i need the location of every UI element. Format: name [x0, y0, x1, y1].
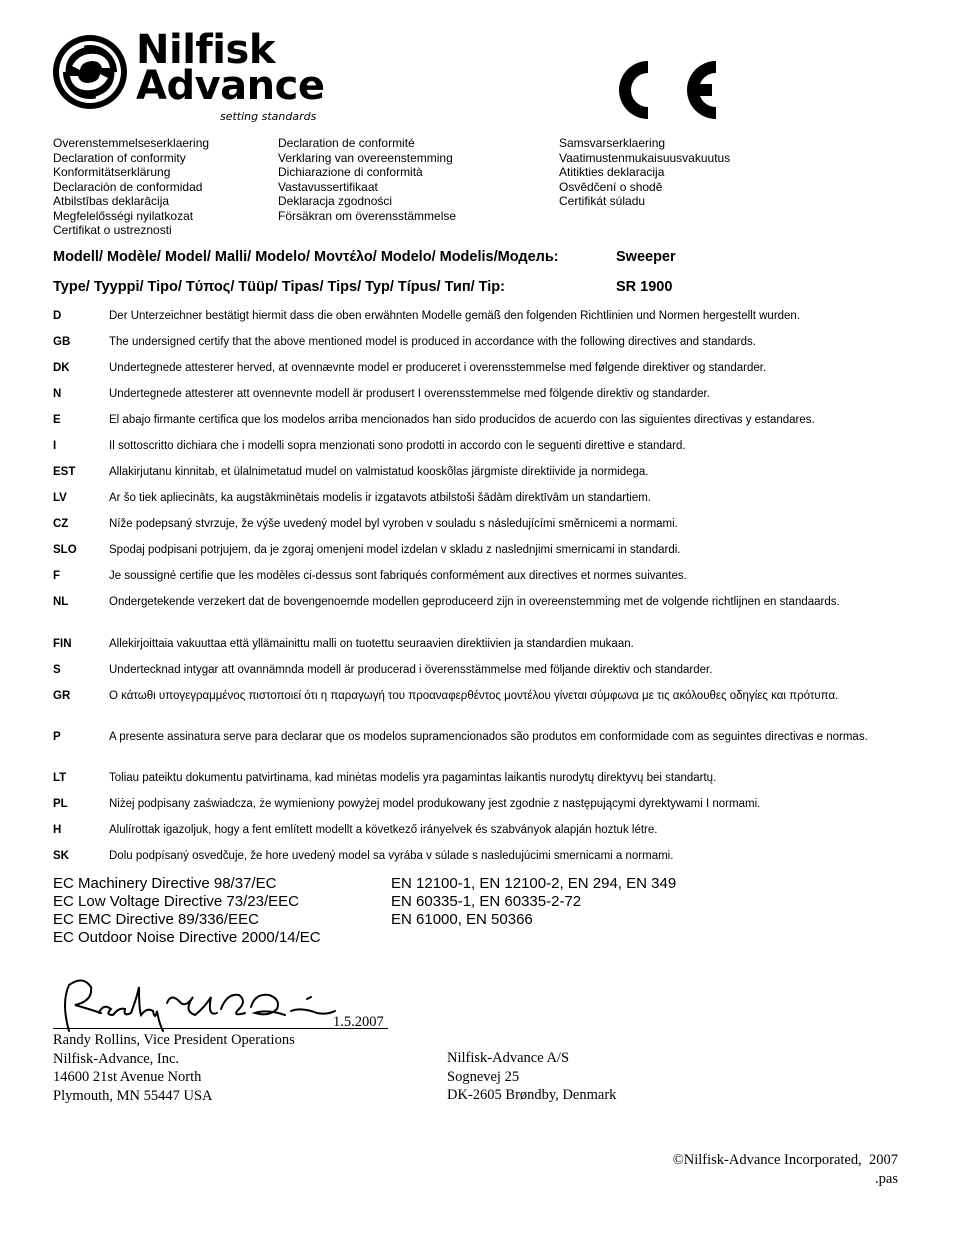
declaration-title: Konformitätserklärung [53, 165, 171, 179]
statement-text: Il sottoscritto dichiara che i modelli sopra menzionati sono prodotti in accordo con le seguenti direttive e standard. [109, 440, 686, 452]
signer-line: Nilfisk-Advance, Inc. [53, 1050, 180, 1067]
address-line: Nilfisk-Advance A/S [447, 1050, 570, 1066]
declaration-title: Declaration de conformité [278, 136, 415, 150]
statement-text: Undertecknad intygar att ovannämnda modell är producerad i överensstämmelse med följande direktiv och standarder. [109, 664, 713, 676]
statement-text: Alulírottak igazoljuk, hogy a fent említett modellt a következő irányelvek és szabványok alapján hoztuk létre. [109, 824, 658, 836]
statement-h [53, 823, 898, 838]
file-extension: .pas [875, 1170, 898, 1187]
statement-text: Der Unterzeichner bestätigt hiermit dass die oben erwähnten Modelle gemäß den folgenden Richtlinien und Normen hergestellt wurden. [109, 310, 801, 322]
statement-text: The undersigned certify that the above mentioned model is produced in accordance with the following directives and standards. [109, 336, 756, 348]
language-code: F [53, 570, 61, 582]
statement-text: Undertegnede attesterer att ovennevnte modell är produsert I overensstemmelse med fölgende direktiv og standarder. [109, 388, 710, 400]
statement-text: El abajo firmante certifica que los modelos arriba mencionados han sido producidos de acuerdo con las siguientes directivas y estandares. [109, 414, 815, 426]
signer-address [53, 1031, 295, 1105]
statement-text: Ondergetekende verzekert dat de bovengenoemde modellen geproduceerd zijn in overeenstemming met de volgende richtlijnen en standaards. [109, 596, 840, 608]
standard-item: EN 12100-1, EN 12100-2, EN 294, EN 349 [391, 875, 677, 892]
statement-sk [53, 849, 898, 864]
model-value: Sweeper [616, 249, 676, 265]
language-code: LV [53, 492, 67, 504]
titles-column-3 [559, 136, 730, 209]
statement-cz [53, 517, 898, 532]
signer-line: 14600 21st Avenue North [53, 1069, 202, 1085]
denmark-address [447, 1049, 616, 1105]
statement-f [53, 569, 898, 584]
directive-item: EC EMC Directive 89/336/EEC [53, 911, 259, 928]
directives-list [53, 875, 321, 947]
logo-line-2: Advance [136, 63, 325, 109]
declaration-title: Försäkran om överensstämmelse [278, 208, 457, 223]
statement-fin [53, 637, 898, 652]
statement-p [53, 730, 898, 745]
declaration-title: Certifikát súladu [559, 194, 646, 208]
statement-dk [53, 361, 898, 376]
standard-item: EN 61000, EN 50366 [391, 911, 533, 928]
language-code: H [53, 824, 62, 836]
declaration-title: Vaatimustenmukaisuusvakuutus [559, 150, 731, 165]
language-code: LT [53, 772, 67, 784]
statement-d [53, 309, 898, 324]
statement-slo [53, 543, 898, 558]
language-code: S [53, 664, 61, 676]
declaration-title: Dichiarazione di conformità [278, 165, 423, 179]
standards-list [391, 875, 676, 929]
company-logo [50, 28, 340, 128]
signer-line: Plymouth, MN 55447 USA [53, 1087, 213, 1104]
address-line: DK-2605 Brøndby, Denmark [447, 1087, 617, 1103]
declaration-title: Samsvarserklaering [559, 136, 666, 150]
statement-i [53, 439, 898, 454]
language-code: SK [53, 850, 69, 862]
statement-text: Undertegnede attesterer herved, at ovennævnte model er produceret i overensstemmelse med følgende direktiver og standarder. [109, 362, 767, 374]
statement-text: A presente assinatura serve para declarar que os modelos supramencionados são produtos em conformidade com as seguintes directivas e normas. [109, 731, 868, 743]
statement-text: Dolu podpísaný osvedčuje, že hore uvedený model sa vyrába v súlade s nasledujúcimi smernicami a normami. [109, 850, 674, 862]
model-label: Modell/ Modèle/ Model/ Malli/ Modelo/ Μοντέλο/ Modelo/ Modelis/Модель: [53, 249, 559, 265]
language-code: FIN [53, 638, 72, 650]
directive-item: EC Outdoor Noise Directive 2000/14/EC [53, 929, 321, 946]
statement-gr [53, 689, 898, 704]
type-label: Type/ Tyyppi/ Tipo/ Tύπος/ Tüüp/ Tipas/ Tips/ Typ/ Típus/ Тип/ Tip: [53, 279, 505, 295]
declaration-title: Atitikties deklaracija [559, 165, 665, 179]
language-code: D [53, 310, 62, 322]
language-code: GB [53, 336, 71, 348]
language-code: EST [53, 466, 76, 478]
statement-text: Ο κάτωθι υπογεγραμμένος πιστοποιεί ότι η παραγωγή του προαναφερθέντος μοντέλου γίνεται σύμφωνα με τις ακόλουθες οδηγίες και πρότυπα. [109, 690, 839, 702]
signature-date: 1.5.2007 [333, 1014, 384, 1030]
address-line: Sognevej 25 [447, 1068, 520, 1085]
declaration-title: Atbilstības deklarācija [53, 194, 170, 208]
statement-text: Allakirjutanu kinnitab, et ülalnimetatud mudel on valmistatud kooskõlas järgmiste direktiivide ja normidega. [109, 466, 649, 478]
statement-text: Spodaj podpisani potrjujem, da je zgoraj omenjeni model izdelan v skladu z naslednjimi smernicami in standardi. [109, 544, 681, 556]
declaration-title: Declaration of conformity [53, 150, 186, 165]
declaration-title: Osvědčení o shodě [559, 179, 663, 194]
statement-nl [53, 595, 898, 610]
statement-s [53, 663, 898, 678]
titles-column-2 [278, 136, 456, 223]
copyright-text: ©Nilfisk-Advance Incorporated, 2007 [672, 1152, 898, 1168]
declaration-title: Declaración de conformidad [53, 179, 203, 194]
statement-text: Allekirjoittaia vakuuttaa että yllämainittu malli on tuotettu seuraavien direktiivien ja standardien mukaan. [109, 638, 634, 650]
logo-line-1: Nilfisk [136, 27, 275, 73]
language-code: DK [53, 362, 70, 374]
statement-gb [53, 335, 898, 350]
statement-e [53, 413, 898, 428]
footer [655, 1151, 898, 1188]
standard-item: EN 60335-1, EN 60335-2-72 [391, 893, 582, 910]
directive-item: EC Low Voltage Directive 73/23/EEC [53, 893, 299, 910]
logo-tagline: setting standards [220, 110, 317, 123]
statement-lt [53, 771, 898, 786]
nilfisk-emblem-icon [50, 32, 130, 112]
statement-text: Niżej podpisany zaświadcza, że wymieniony powyżej model produkowany jest zgodnie z następującymi dyrektywami I normami. [109, 798, 761, 810]
declaration-title: Verklaring van overeenstemming [278, 150, 453, 165]
statement-pl [53, 797, 898, 812]
statement-text: Níže podepsaný stvrzuje, že výše uvedený model byl vyroben v souladu s následujícími směrnicemi a normami. [109, 518, 678, 530]
statement-lv [53, 491, 898, 506]
ce-mark-icon [612, 55, 724, 125]
statement-n [53, 387, 898, 402]
statement-est [53, 465, 898, 480]
type-value: SR 1900 [616, 279, 673, 295]
titles-column-1 [53, 136, 209, 238]
declaration-title: Deklaracja zgodności [278, 194, 393, 208]
language-code: PL [53, 798, 68, 810]
statement-text: Ar šo tiek apliecināts, ka augstākminētais modelis ir izgatavots atbilstoši šādām direktīvām un standartiem. [109, 492, 652, 504]
signer-line: Randy Rollins, Vice President Operations [53, 1032, 295, 1048]
language-code: N [53, 388, 62, 400]
declaration-title: Vastavussertifikaat [278, 179, 378, 194]
language-code: NL [53, 596, 69, 608]
declaration-title: Certifikat o ustreznosti [53, 223, 172, 237]
declaration-title: Megfelelősségi nyilatkozat [53, 208, 194, 223]
language-code: GR [53, 690, 71, 702]
statement-text: Toliau pateiktu dokumentu patvirtinama, kad minėtas modelis yra pagamintas laikantis nurodytų direktyvų bei standartų. [109, 772, 717, 784]
language-code: I [53, 440, 57, 452]
language-code: E [53, 414, 61, 426]
language-code: SLO [53, 544, 77, 556]
statement-text: Je soussigné certifie que les modèles ci-dessus sont fabriqués conformément aux directives et normes suivantes. [109, 570, 687, 582]
declaration-title: Overenstemmelseserklaering [53, 136, 210, 150]
language-code: P [53, 731, 61, 743]
language-code: CZ [53, 518, 69, 530]
directive-item: EC Machinery Directive 98/37/EC [53, 875, 277, 892]
